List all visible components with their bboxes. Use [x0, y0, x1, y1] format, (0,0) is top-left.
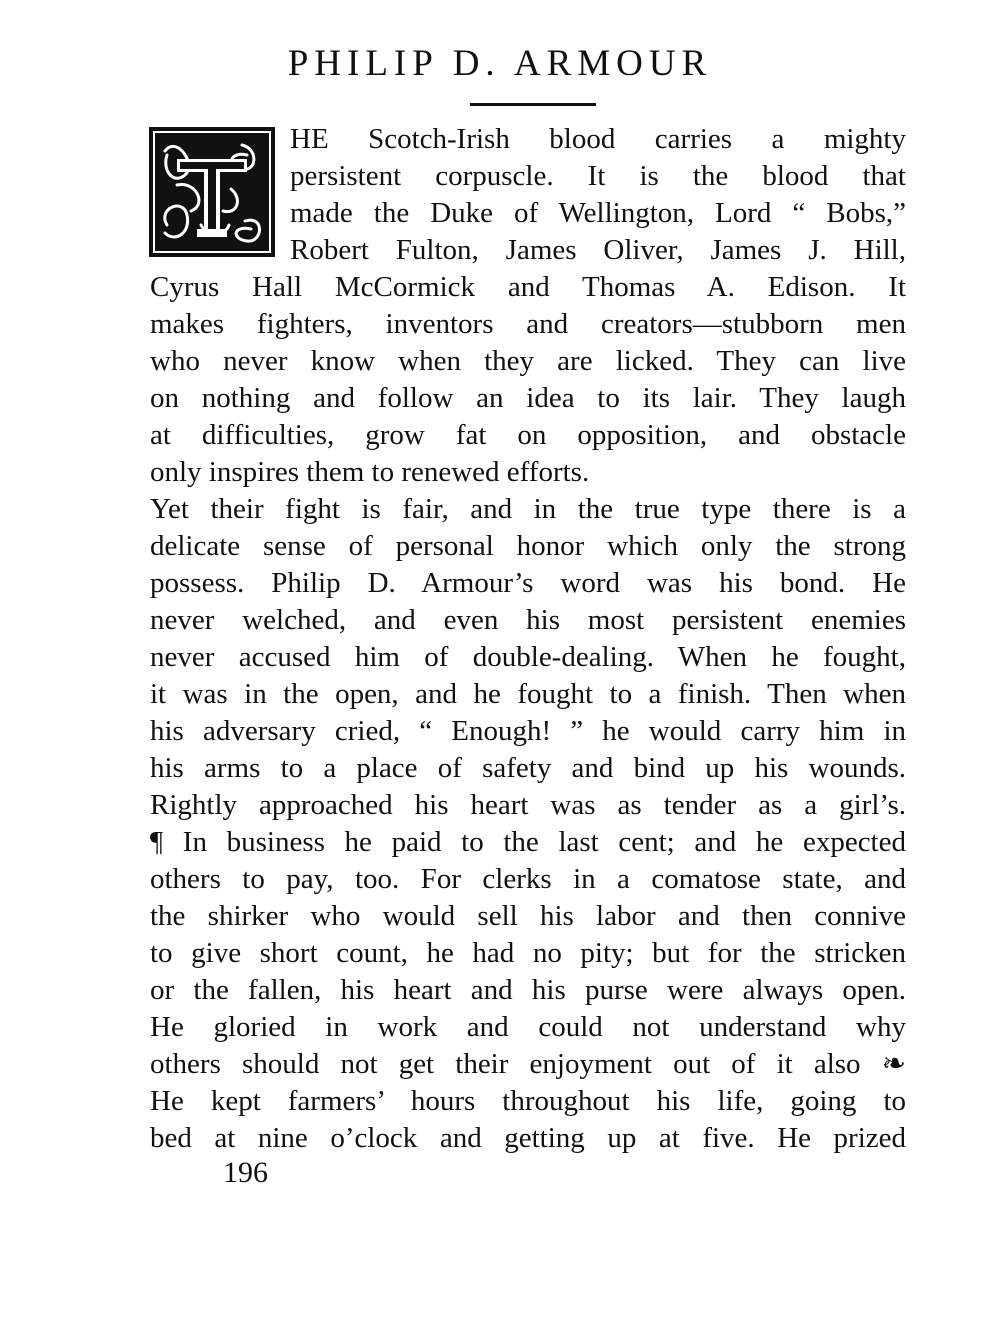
- text-line: He gloried in work and could not understand why: [150, 1011, 906, 1043]
- text-line: Cyrus Hall McCormick and Thomas A. Edison. It: [150, 271, 906, 303]
- text-line: only inspires them to renewed efforts.: [150, 456, 590, 488]
- text-line: ¶ In business he paid to the last cent; and he expected: [150, 826, 906, 858]
- text-line: He kept farmers’ hours throughout his life, going to: [150, 1085, 906, 1117]
- text-line: Yet their fight is fair, and in the true type there is a: [150, 493, 906, 525]
- text-line: to give short count, he had no pity; but for the stricken: [150, 937, 906, 969]
- text-line: his arms to a place of safety and bind up his wounds.: [150, 752, 906, 784]
- text-line: who never know when they are licked. They can live: [150, 345, 906, 377]
- text-line: bed at nine o’clock and getting up at five. He prized: [150, 1122, 906, 1154]
- text-line: persistent corpuscle. It is the blood that: [290, 160, 906, 192]
- running-head: PHILIP D. ARMOUR: [287, 43, 713, 84]
- text-line: possess. Philip D. Armour’s word was his bond. He: [150, 567, 906, 599]
- text-line: made the Duke of Wellington, Lord “ Bobs,”: [290, 197, 906, 229]
- text-line: makes fighters, inventors and creators—stubborn men: [150, 308, 906, 340]
- text-line: the shirker who would sell his labor and then connive: [150, 900, 906, 932]
- text-line: on nothing and follow an idea to its lair. They laugh: [150, 382, 906, 414]
- text-line: Rightly approached his heart was as tender as a girl’s.: [150, 789, 906, 821]
- text-line: delicate sense of personal honor which only the strong: [150, 530, 906, 562]
- text-line: others to pay, too. For clerks in a comatose state, and: [150, 863, 906, 895]
- text-line: it was in the open, and he fought to a finish. Then when: [150, 678, 906, 710]
- text-line: HE Scotch-Irish blood carries a mighty: [290, 123, 906, 155]
- page-number: 196: [223, 1156, 268, 1189]
- text-line: others should not get their enjoyment out of it also ❧: [150, 1048, 906, 1080]
- body-text: [150, 121, 906, 1157]
- text-line: or the fallen, his heart and his purse were always open.: [150, 974, 906, 1006]
- text-line: never welched, and even his most persistent enemies: [150, 604, 906, 636]
- text-line: at difficulties, grow fat on opposition, and obstacle: [150, 419, 906, 451]
- text-line: his adversary cried, “ Enough! ” he would carry him in: [150, 715, 906, 747]
- text-line: Robert Fulton, James Oliver, James J. Hill,: [290, 234, 906, 266]
- text-line: never accused him of double-dealing. When he fought,: [150, 641, 906, 673]
- header-rule: [470, 103, 596, 106]
